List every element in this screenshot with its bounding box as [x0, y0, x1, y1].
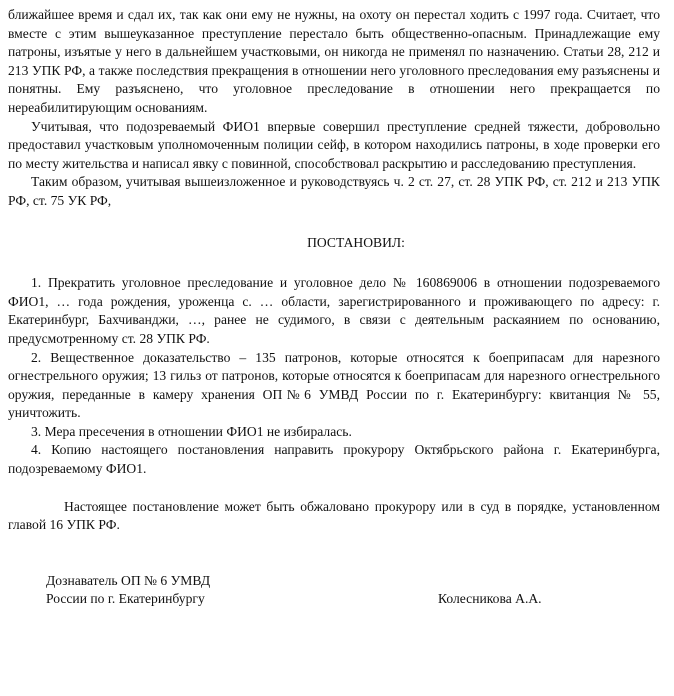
decision-item-2: 2. Вещественное доказательство – 135 патронов, которые относятся к боеприпасам для нарезного огнестрельного оружия; 13 гильз от патронов, которые относятся к боеприпасам для нарезного огнестрельного оружия, переданные в камеру хранения ОП№6 УМВД России по г. Екатеринбургу: квитанция № 55, уничтожить.	[8, 349, 660, 421]
decision-title: ПОСТАНОВИЛ:	[307, 234, 405, 250]
signature-name: Колесникова А.А.	[438, 591, 542, 607]
document-page	[8, 6, 660, 609]
signature-block	[8, 572, 660, 609]
spacer	[8, 211, 660, 234]
spacer	[8, 252, 660, 274]
decision-item-3: 3. Мера пресечения в отношении ФИО1 не избиралась.	[31, 423, 352, 439]
intro-paragraph-1: ближайшее время и сдал их, так как они ему не нужны, на охоту он перестал ходить с 1997 года. Считает, что вместе с этим вышеуказанное преступление перестало быть общественно-опасным. Принадлежащие ему патроны, изъятые у него в дальнейшем участковыми, он никогда не применял по назначению. Статьи 28, 212 и 213 УПК РФ, а также последствия прекращения в отношении него уголовного преследования ему разъяснены и понятны. Ему разъяснено, что уголовное преследование в отношении него прекращается по нереабилитирующим основаниям.	[8, 7, 660, 115]
intro-paragraph-3: Таким образом, учитывая вышеизложенное и руководствуясь ч. 2 ст. 27, ст. 28 УПК РФ, ст. 212 и 213 УПК РФ, ст. 75 УК РФ,	[8, 174, 660, 208]
spacer	[8, 479, 660, 498]
signature-position-line-2: России по г. Екатеринбургу	[46, 591, 205, 607]
signature-position-line-1: Дознаватель ОП № 6 УМВД	[46, 572, 211, 588]
spacer	[8, 535, 660, 572]
decision-item-1: 1. Прекратить уголовное преследование и уголовное дело № 160869006 в отношении подозреваемого ФИО1, … года рождения, уроженца с. … области, зарегистрированного и проживающего по адресу: г. Екатеринбург, Бахчиванджи, …, ранее не судимого, в связи с деятельным раскаянием по основанию, предусмотренному ст. 28 УПК РФ.	[8, 275, 660, 346]
intro-paragraph-2: Учитывая, что подозреваемый ФИО1 впервые совершил преступление средней тяжести, добровольно предоставил участковым уполномоченным полиции сейф, в котором находились патроны, в ходе проверки его по месту жительства и написал явку с повинной, способствовал раскрытию и расследованию преступления.	[8, 118, 660, 171]
appeal-paragraph: Настоящее постановление может быть обжаловано прокурору или в суд в порядке, установленном главой 16 УПК РФ.	[8, 498, 660, 533]
decision-item-4: 4. Копию настоящего постановления направить прокурору Октябрьского района г. Екатеринбурга, подозреваемому ФИО1.	[8, 442, 660, 477]
